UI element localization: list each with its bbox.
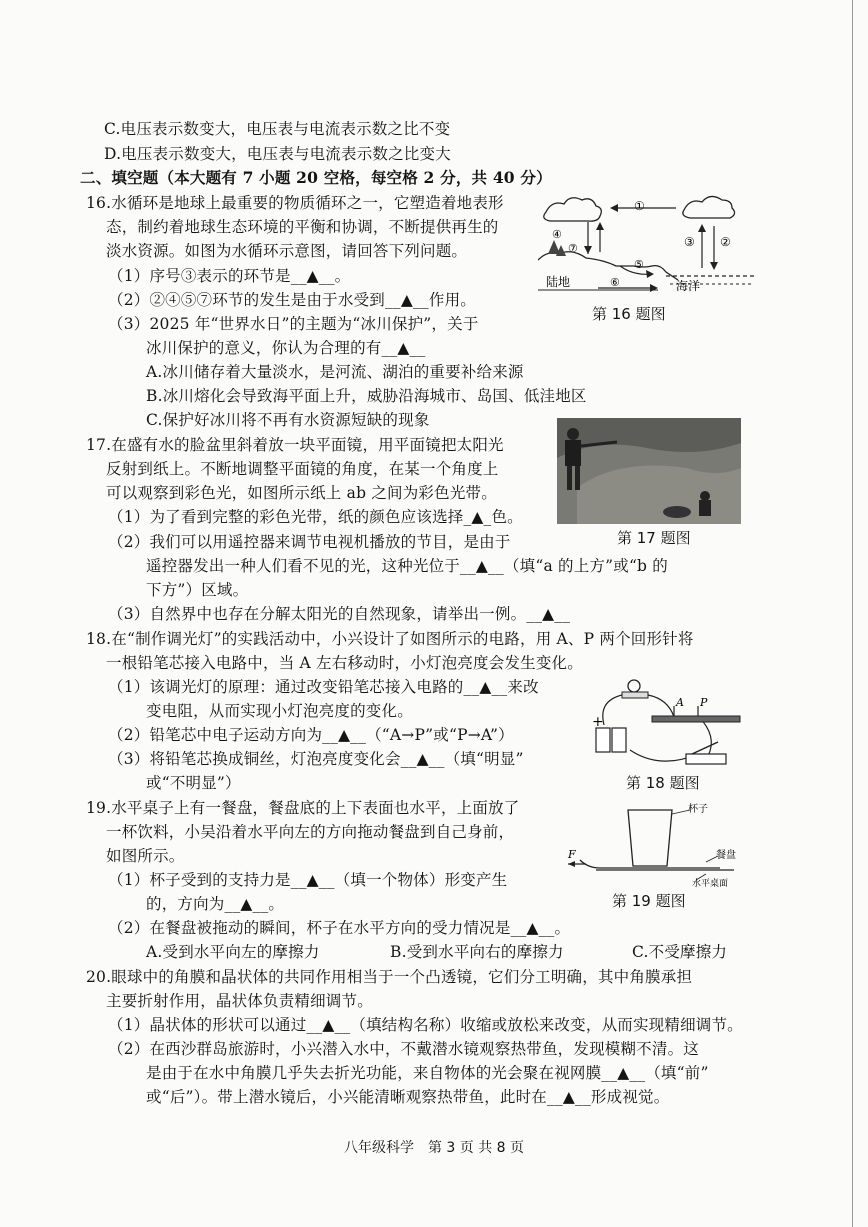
clip-a-label: A: [676, 696, 684, 709]
q16-part-1: （1）序号③表示的环节是__▲__。: [108, 267, 351, 285]
q20-part-2-cont: 是由于在水中角膜几乎失去折光功能，来自物体的光会聚在视网膜__▲__（填“前”: [146, 1064, 709, 1082]
q18-part-2: （2）铅笔芯中电子运动方向为__▲__（“A→P”或“P→A”）: [108, 726, 514, 744]
q16-part-3: （3）2025 年“世界水日”的主题为“冰川保护”，关于: [108, 315, 479, 333]
q17-part-1: （1）为了看到完整的彩色光带，纸的颜色应该选择_▲_色。: [108, 508, 523, 526]
label-2: ②: [720, 235, 731, 249]
q18-part-1: （1）该调光灯的原理：通过改变铅笔芯接入电路的__▲__来改: [108, 678, 539, 696]
surface-label: 水平桌面: [692, 879, 729, 888]
force-f-label: F: [568, 848, 576, 861]
ocean-label: 海洋: [676, 279, 701, 293]
q18-stem-1: 18.在“制作调光灯”的实践活动中，小兴设计了如图所示的电路，用 A、P 两个回形针将: [86, 630, 694, 648]
q19-part-1-cont: 的，方向为__▲__。: [146, 895, 285, 913]
q17-part-2-cont: 遥控器发出一种人们看不见的光，这种光位于__▲__（填“a 的上方”或“b 的: [146, 557, 669, 575]
q17-stem-1: 17.在盛有水的脸盆里斜着放一块平面镜，用平面镜把太阳光: [86, 436, 504, 454]
q19-option-c: C.不受摩擦力: [632, 943, 728, 961]
page-footer: 八年级科学 第 3 页 共 8 页: [343, 1140, 525, 1156]
q17-stem-3: 可以观察到彩色光，如图所示纸上 ab 之间为彩色光带。: [106, 484, 497, 502]
label-6: ⑥: [610, 276, 620, 289]
q16-stem-3: 淡水资源。如图为水循环示意图，请回答下列问题。: [106, 242, 468, 260]
q19-stem-1: 19.水平桌子上有一餐盘，餐盘底的上下表面也水平，上面放了: [86, 799, 520, 817]
page-edge-line: [852, 0, 853, 1227]
fig17-caption: 第 17 题图: [617, 529, 691, 547]
circuit-figure: [590, 676, 746, 772]
q19-option-a: A.受到水平向左的摩擦力: [146, 943, 320, 961]
q18-part-1-cont: 变电阻，从而实现小灯泡亮度的变化。: [146, 702, 413, 720]
q18-stem-2: 一根铅笔芯接入电路中，当 A 左右移动时，小灯泡亮度会发生变化。: [106, 654, 583, 672]
cup-tray-diagram: [566, 800, 752, 888]
q16-stem-2: 态，制约着地球生态环境的平衡和协调，不断提供再生的: [106, 218, 499, 236]
q19-stem-3: 如图所示。: [106, 847, 185, 865]
q20-stem-2: 主要折射作用，晶状体负责精细调节。: [106, 992, 373, 1010]
q16-part-3-cont: 冰川保护的意义，你认为合理的有__▲__: [146, 339, 426, 357]
option-d-q15: D.电压表示数变大，电压表与电流表示数之比变大: [104, 145, 451, 163]
fig16-caption: 第 16 题图: [592, 305, 666, 323]
option-c-q15: C.电压表示数变大，电压表与电流表示数之比不变: [104, 120, 451, 138]
q18-part-3-cont: 或“不明显”）: [146, 774, 241, 792]
cup-label: 杯子: [688, 804, 708, 815]
q17-part-3: （3）自然界中也存在分解太阳光的自然现象，请举出一例。__▲__: [108, 605, 571, 623]
label-4: ④: [552, 228, 562, 241]
clip-p-label: P: [700, 696, 708, 709]
water-cycle-figure: [538, 190, 758, 302]
q19-part-2: （2）在餐盘被拖动的瞬间，杯子在水平方向的受力情况是__▲__。: [108, 919, 571, 937]
label-5: ⑤: [634, 258, 644, 271]
label-1: ①: [634, 199, 645, 213]
cup-tray-figure: [566, 800, 752, 888]
q19-option-b: B.受到水平向右的摩擦力: [390, 943, 564, 961]
q20-part-2: （2）在西沙群岛旅游时，小兴潜入水中，不戴潜水镜观察热带鱼，发现模糊不清。这: [108, 1040, 699, 1058]
q18-part-3: （3）将铅笔芯换成铜丝，灯泡亮度变化会__▲__（填“明显”: [108, 750, 524, 768]
water-cycle-diagram: [538, 190, 758, 302]
q16-option-a: A.冰川储存着大量淡水，是河流、湖泊的重要补给来源: [146, 363, 524, 381]
label-3: ③: [684, 235, 695, 249]
q16-option-b: B.冰川熔化会导致海平面上升，威胁沿海城市、岛国、低洼地区: [146, 387, 587, 405]
q19-part-1: （1）杯子受到的支持力是__▲__（填一个物体）形变产生: [108, 871, 508, 889]
q17-stem-2: 反射到纸上。不断地调整平面镜的角度，在某一个角度上: [106, 460, 499, 478]
tray-label: 餐盘: [716, 850, 736, 861]
q17-part-2: （2）我们可以用遥控器来调节电视机播放的节目，是由于: [108, 533, 511, 551]
rainbow-experiment-photo: [557, 418, 741, 524]
q16-option-c: C.保护好冰川将不再有水资源短缺的现象: [146, 411, 430, 429]
plus-sign: +: [592, 714, 604, 730]
section-title-fill-in: 二、填空题（本大题有 7 小题 20 空格，每空格 2 分，共 40 分）: [80, 168, 552, 187]
q16-stem-1: 16.水循环是地球上最重要的物质循环之一，它塑造着地表形: [86, 194, 504, 212]
q16-part-2: （2）②④⑤⑦环节的发生是由于水受到__▲__作用。: [108, 291, 476, 309]
land-label: 陆地: [546, 275, 571, 289]
fig19-caption: 第 19 题图: [612, 892, 686, 910]
q20-part-2-end: 或“后”）。带上潜水镜后，小兴能清晰观察热带鱼，此时在__▲__形成视觉。: [146, 1088, 670, 1106]
photo-content: [557, 418, 741, 524]
circuit-diagram: [590, 676, 746, 772]
fig18-caption: 第 18 题图: [626, 774, 700, 792]
q20-part-1: （1）晶状体的形状可以通过__▲__（填结构名称）收缩或放松来改变，从而实现精细调节。: [108, 1016, 743, 1034]
q20-stem-1: 20.眼球中的角膜和晶状体的共同作用相当于一个凸透镜，它们分工明确，其中角膜承担: [86, 968, 693, 986]
q17-part-2-end: 下方”）区域。: [146, 581, 249, 599]
label-7: ⑦: [568, 242, 578, 255]
q19-stem-2: 一杯饮料，小吴沿着水平向左的方向拖动餐盘到自己身前，: [106, 823, 515, 841]
